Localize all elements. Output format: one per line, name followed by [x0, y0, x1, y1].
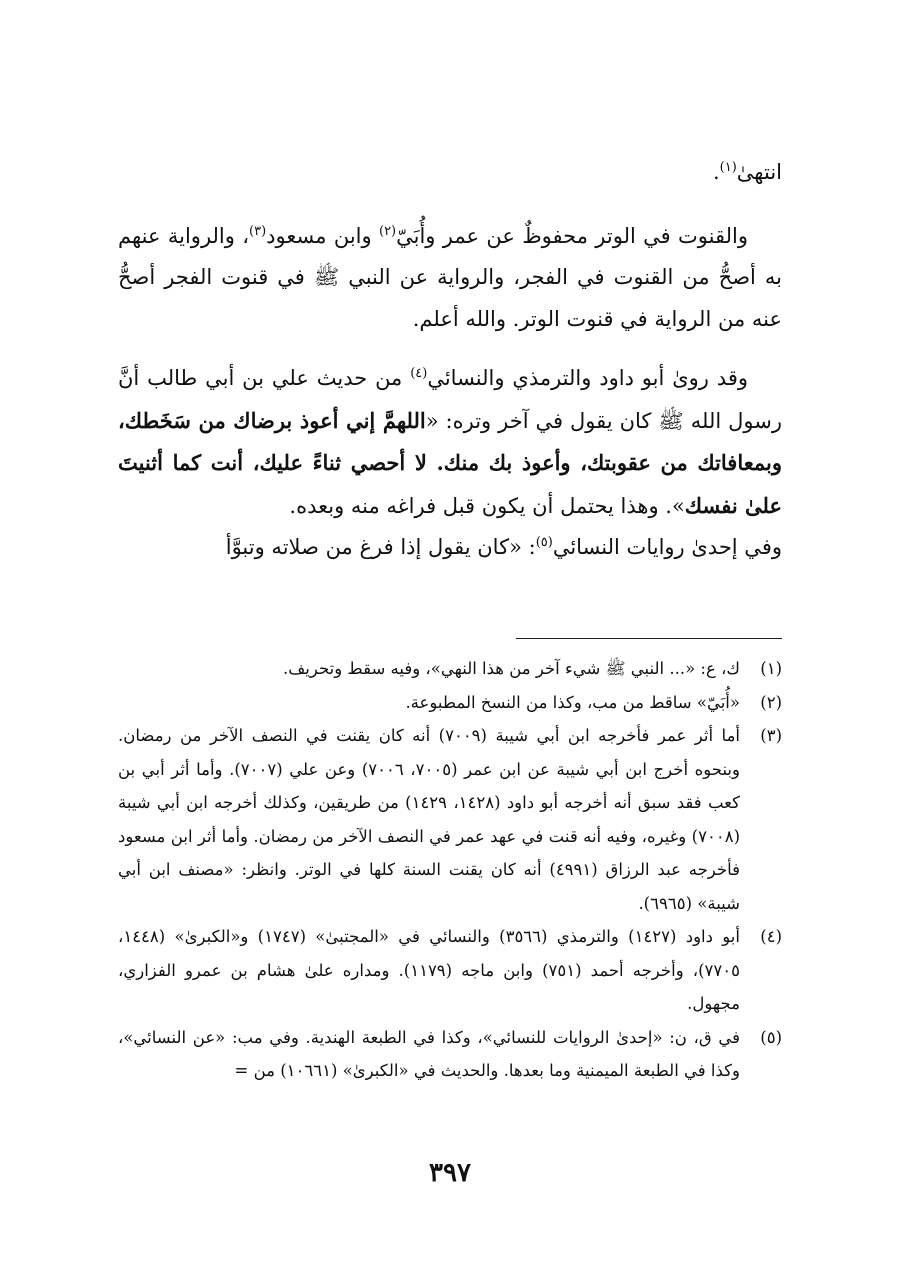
footnote-number: (٥): [760, 1027, 782, 1047]
footnote-5: [118, 1021, 782, 1088]
page-number: ٣٩٧: [429, 1158, 471, 1188]
footnote-number: (١): [760, 659, 782, 678]
footnotes: [118, 652, 782, 1088]
footnote-text: أبو داود (١٤٢٧) والترمذي (٣٥٦٦) والنسائي في «المجتبىٰ» (١٧٤٧) و«الكبرىٰ» (١٤٤٨، ٧٧٠٥)، وأخرجه أحمد (٧٥١) وابن ماجه (١١٧٩). ومداره علىٰ هشام بن عمرو الفزاري، مجهول.: [118, 927, 740, 1013]
footnote-separator: [516, 638, 782, 639]
paragraph-1-end: .: [712, 160, 720, 184]
footnote-3: [118, 719, 782, 920]
footnote-2: [118, 686, 782, 720]
paragraph-1: [118, 152, 782, 194]
footnote-ref-2: (٢): [378, 223, 397, 239]
main-text: [118, 152, 782, 587]
footnote-ref-1: (١): [719, 160, 737, 175]
footnote-number: (٣): [760, 726, 782, 745]
footnote-1: [118, 652, 782, 686]
footnote-text: في ق، ن: «إحدىٰ الروايات للنسائي»، وكذا في الطبعة الهندية. وفي مب: «عن النسائي»، وكذا في الطبعة الميمنية وما بعدها. والحديث في «الكبرىٰ» (١٠٦٦١) من =: [118, 1027, 740, 1080]
footnote-ref-5: (٥): [535, 535, 553, 550]
footnote-ref-3: (٣): [249, 223, 267, 239]
paragraph-4-text: وفي إحدىٰ روايات النسائي: [552, 535, 782, 559]
hadith-quote: اللهمَّ إني أعوذ برضاك من سَخَطك، وبمعافاتك من عقوبتك، وأعوذ بك منك. لا أحصي ثناءً عليك، أنت كما أثنيتَ علىٰ نفسك: [118, 407, 782, 518]
footnote-ref-4: (٤): [410, 366, 428, 381]
footnote-number: (٢): [760, 692, 782, 712]
paragraph-1-text: انتهىٰ: [736, 160, 782, 184]
footnote-text: أما أثر عمر فأخرجه ابن أبي شيبة (٧٠٠٩) أنه كان يقنت في النصف الآخر من رمضان. وبنحوه أخرج ابن أبي شيبة عن ابن عمر (٧٠٠٥، ٧٠٠٦) وعن علي (٧٠٠٧). وأما أثر أبي بن كعب فقد سبق أنه أخرجه أبو داود (١٤٢٨، ١٤٢٩) من طريقين، وكذلك أخرجه ابن أبي شيبة (٧٠٠٨) وغيره، وفيه أنه قنت في عهد عمر في النصف الآخر من رمضان. وأما أثر ابن مسعود فأخرجه عبد الرزاق (٤٩٩١) أنه كان يقنت السنة كلها في الوتر. وانظر: «مصنف ابن أبي شيبة» (٦٩٦٥).: [118, 726, 741, 913]
paragraph-2: والقنوت في الوتر محفوظٌ عن عمر وأُبَيّ$^{(٢)}$ وابن مسعود$^{(٣)}$، والرواية عنهم به أصحُّ من القنوت في الفجر، والرواية عن النبي ﷺ في قنوت الفجر أصحُّ عنه من الرواية في قنوت الوتر. والله أعلم.: [118, 223, 782, 331]
footnote-4: [118, 920, 782, 1021]
footnote-number: (٤): [760, 927, 782, 946]
paragraph-3: وقد روىٰ أبو داود والترمذي والنسائي$^{(٤)}$ من حديث علي بن أبي طالب أنَّ رسول الله ﷺ كان يقول في آخر وتره: «اللهمَّ إني أعوذ برضاك من سَخَطك، وبمعافاتك من عقوبتك، وأعوذ بك منك. لا أحصي ثناءً عليك، أنت كما أثنيتَ علىٰ نفسك». وهذا يحتمل أن يكون قبل فراغه منه وبعده. وفي إحدىٰ روايات النسائي$^{(٥)}$: «كان يقول إذا فرغ من صلاته وتبوَّأ: [118, 366, 782, 559]
footnote-text: «أُبَيّ» ساقط من مب، وكذا من النسخ المطبوعة.: [405, 692, 740, 712]
footnote-text: ك، ع: «... النبي ﷺ شيء آخر من هذا النهي»، وفيه سقط وتحريف.: [282, 659, 740, 678]
